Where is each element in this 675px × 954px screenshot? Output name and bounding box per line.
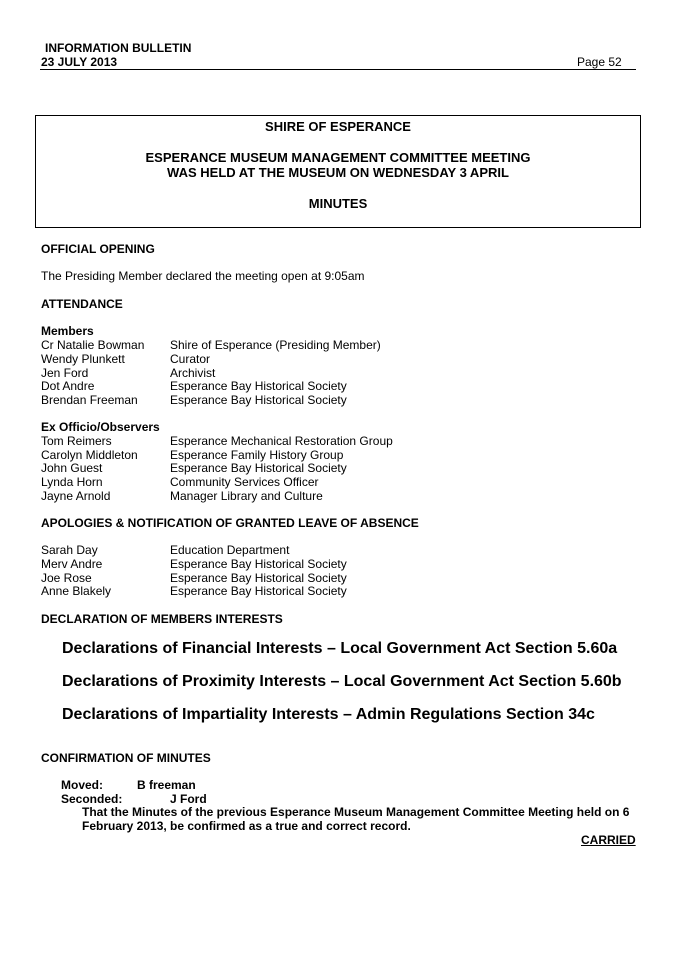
observer-role: Esperance Bay Historical Society bbox=[170, 461, 347, 475]
apology-name: Joe Rose bbox=[41, 571, 92, 585]
apology-role: Education Department bbox=[170, 543, 290, 557]
apology-role: Esperance Bay Historical Society bbox=[170, 584, 347, 598]
seconded-label: Seconded: bbox=[61, 792, 123, 806]
observers-heading: Ex Officio/Observers bbox=[41, 420, 160, 434]
document-type: MINUTES bbox=[308, 196, 368, 211]
member-name: Jen Ford bbox=[41, 366, 89, 380]
motion-text: That the Minutes of the previous Esperance Museum Management Committee Meeting held on 6 February 2013, be confirmed as a true and correct record. bbox=[82, 805, 630, 833]
apologies-heading: APOLOGIES & NOTIFICATION OF GRANTED LEAVE OF ABSENCE bbox=[41, 516, 419, 530]
observer-role: Esperance Mechanical Restoration Group bbox=[170, 434, 393, 448]
observer-role: Community Services Officer bbox=[170, 475, 319, 489]
meeting-title-line1: ESPERANCE MUSEUM MANAGEMENT COMMITTEE MEETING bbox=[145, 150, 531, 165]
observer-name: Carolyn Middleton bbox=[41, 448, 138, 462]
moved-by: B freeman bbox=[137, 778, 196, 792]
moved-label: Moved: bbox=[61, 778, 103, 792]
apology-name: Anne Blakely bbox=[41, 584, 112, 598]
bulletin-date: 23 JULY 2013 bbox=[41, 55, 118, 69]
member-role: Archivist bbox=[170, 366, 216, 380]
apology-name: Sarah Day bbox=[41, 543, 98, 557]
observer-name: John Guest bbox=[41, 461, 103, 475]
confirmation-heading: CONFIRMATION OF MINUTES bbox=[41, 751, 211, 765]
org-name: SHIRE OF ESPERANCE bbox=[265, 119, 411, 134]
official-opening-heading: OFFICIAL OPENING bbox=[41, 242, 155, 256]
attendance-heading: ATTENDANCE bbox=[41, 297, 123, 311]
member-role: Shire of Esperance (Presiding Member) bbox=[170, 338, 381, 352]
bulletin-title: INFORMATION BULLETIN bbox=[45, 41, 192, 55]
observer-role: Esperance Family History Group bbox=[170, 448, 344, 462]
official-opening-text: The Presiding Member declared the meeting open at 9:05am bbox=[41, 269, 365, 283]
member-role: Esperance Bay Historical Society bbox=[170, 379, 347, 393]
member-role: Esperance Bay Historical Society bbox=[170, 393, 347, 407]
apology-name: Merv Andre bbox=[41, 557, 103, 571]
seconded-by: J Ford bbox=[170, 792, 207, 806]
meeting-title-line2: WAS HELD AT THE MUSEUM ON WEDNESDAY 3 APRIL bbox=[167, 165, 509, 180]
observer-name: Jayne Arnold bbox=[41, 489, 111, 503]
declaration-heading: DECLARATION OF MEMBERS INTERESTS bbox=[41, 612, 283, 626]
apology-role: Esperance Bay Historical Society bbox=[170, 557, 347, 571]
declaration-item: Declarations of Financial Interests – Local Government Act Section 5.60a bbox=[62, 640, 618, 657]
observer-role: Manager Library and Culture bbox=[170, 489, 323, 503]
members-heading: Members bbox=[41, 324, 94, 338]
declaration-item: Declarations of Proximity Interests – Local Government Act Section 5.60b bbox=[62, 673, 622, 690]
member-name: Cr Natalie Bowman bbox=[41, 338, 145, 352]
declaration-item: Declarations of Impartiality Interests – Admin Regulations Section 34c bbox=[62, 706, 595, 723]
page-number: Page 52 bbox=[577, 55, 622, 69]
observer-name: Lynda Horn bbox=[41, 475, 103, 489]
header-divider bbox=[40, 69, 636, 70]
member-name: Brendan Freeman bbox=[41, 393, 138, 407]
motion-result: CARRIED bbox=[581, 833, 636, 847]
apology-role: Esperance Bay Historical Society bbox=[170, 571, 347, 585]
member-name: Wendy Plunkett bbox=[41, 352, 125, 366]
observer-name: Tom Reimers bbox=[41, 434, 112, 448]
member-name: Dot Andre bbox=[41, 379, 95, 393]
title-box bbox=[35, 115, 641, 228]
member-role: Curator bbox=[170, 352, 211, 366]
